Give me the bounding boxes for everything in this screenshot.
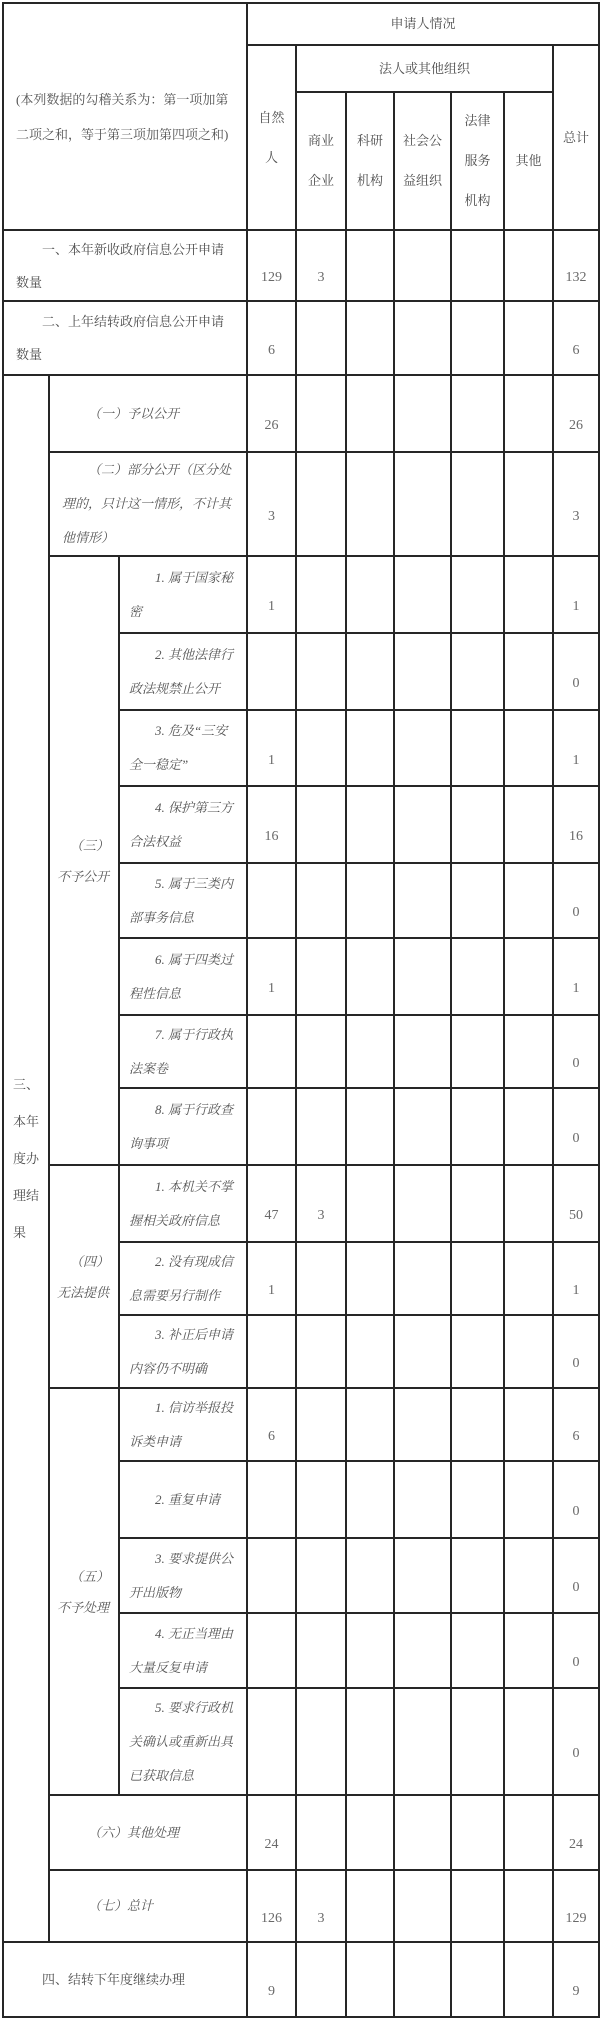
cell-total: 0 (553, 1315, 599, 1388)
row-partially-granted (3, 452, 599, 556)
item-label: 4. 保护第三方合法权益 (119, 786, 247, 863)
cell-research (346, 1942, 394, 2017)
row-not-processed-item (3, 1388, 599, 1461)
cell-total: 1 (553, 1242, 599, 1315)
cell-research (346, 1688, 394, 1795)
row-carried-to-next-year (3, 1942, 599, 2017)
cell-other (504, 1538, 553, 1613)
item-label: 7. 属于行政执法案卷 (119, 1015, 247, 1088)
cell-other (504, 1315, 553, 1388)
group-label-other-handling: （六）其他处理 (49, 1795, 247, 1870)
cell-commercial (296, 1795, 346, 1870)
cell-legal (451, 556, 504, 633)
cell-commercial (296, 938, 346, 1015)
cell-research (346, 1795, 394, 1870)
cell-legal (451, 1015, 504, 1088)
cell-natural (247, 1538, 296, 1613)
cell-research (346, 1461, 394, 1538)
cell-commercial (296, 710, 346, 786)
cell-research (346, 556, 394, 633)
cell-other (504, 556, 553, 633)
cell-total: 0 (553, 1538, 599, 1613)
cell-social (394, 633, 451, 710)
cell-social (394, 1942, 451, 2017)
item-label: 4. 无正当理由大量反复申请 (119, 1613, 247, 1688)
cell-social (394, 863, 451, 938)
cell-social (394, 1613, 451, 1688)
cell-research (346, 710, 394, 786)
group-label-unable-to-provide: （四）无法提供 (49, 1165, 119, 1388)
cell-social (394, 1388, 451, 1461)
cell-social (394, 375, 451, 452)
col-header-other: 其他 (504, 92, 553, 230)
cell-natural: 26 (247, 375, 296, 452)
cell-research (346, 938, 394, 1015)
cell-legal (451, 301, 504, 375)
cell-total: 26 (553, 375, 599, 452)
cell-commercial (296, 452, 346, 556)
cell-commercial: 3 (296, 1870, 346, 1942)
cell-commercial (296, 556, 346, 633)
cell-total: 132 (553, 230, 599, 301)
cell-social (394, 301, 451, 375)
cell-other (504, 863, 553, 938)
cell-commercial (296, 1461, 346, 1538)
cell-legal (451, 633, 504, 710)
item-label: 8. 属于行政查询事项 (119, 1088, 247, 1165)
header-row-1 (3, 3, 599, 45)
legal-org-header: 法人或其他组织 (296, 45, 553, 92)
cell-social (394, 1165, 451, 1242)
cell-total: 6 (553, 1388, 599, 1461)
info-disclosure-table (2, 2, 600, 2018)
cell-legal (451, 786, 504, 863)
cell-natural (247, 1088, 296, 1165)
group-label-refused: （三）不予公开 (49, 556, 119, 1165)
cell-commercial: 3 (296, 1165, 346, 1242)
item-label: 1. 属于国家秘密 (119, 556, 247, 633)
cell-research (346, 633, 394, 710)
cell-social (394, 938, 451, 1015)
group-label-granted: （一）予以公开 (49, 375, 247, 452)
cell-commercial (296, 1613, 346, 1688)
cell-social (394, 1870, 451, 1942)
cell-legal (451, 1388, 504, 1461)
cell-social (394, 1242, 451, 1315)
cell-total: 50 (553, 1165, 599, 1242)
cell-other (504, 301, 553, 375)
cell-social (394, 1315, 451, 1388)
cell-research (346, 786, 394, 863)
cell-natural: 1 (247, 1242, 296, 1315)
cell-legal (451, 938, 504, 1015)
cell-natural: 16 (247, 786, 296, 863)
col-header-legal-service: 法律服务机构 (451, 92, 504, 230)
cross-check-note: (本列数据的勾稽关系为：第一项加第二项之和，等于第三项加第四项之和) (3, 3, 247, 230)
cell-commercial (296, 1088, 346, 1165)
cell-commercial (296, 786, 346, 863)
cell-research (346, 452, 394, 556)
cell-total: 3 (553, 452, 599, 556)
cell-total: 16 (553, 786, 599, 863)
cell-legal (451, 710, 504, 786)
cell-research (346, 863, 394, 938)
group-label-not-processed: （五）不予处理 (49, 1388, 119, 1795)
cell-social (394, 1088, 451, 1165)
cell-commercial: 3 (296, 230, 346, 301)
cell-total: 0 (553, 633, 599, 710)
cell-legal (451, 1165, 504, 1242)
cell-legal (451, 1538, 504, 1613)
cell-social (394, 556, 451, 633)
cell-legal (451, 1315, 504, 1388)
cell-legal (451, 1461, 504, 1538)
cell-commercial (296, 1942, 346, 2017)
cell-social (394, 1461, 451, 1538)
cell-social (394, 1688, 451, 1795)
cell-other (504, 1870, 553, 1942)
section-label-annual-results: 三、本年度办理结果 (3, 375, 49, 1942)
cell-total: 6 (553, 301, 599, 375)
item-label: 2. 重复申请 (119, 1461, 247, 1538)
cell-natural (247, 1688, 296, 1795)
cell-total: 0 (553, 1088, 599, 1165)
row-label-carried-to-next-year: 四、结转下年度继续办理 (3, 1942, 247, 2017)
cell-other (504, 1088, 553, 1165)
row-carried-over (3, 301, 599, 375)
cell-total: 0 (553, 1613, 599, 1688)
cell-social (394, 710, 451, 786)
cell-other (504, 710, 553, 786)
cell-total: 129 (553, 1870, 599, 1942)
item-label: 5. 要求行政机关确认或重新出具已获取信息 (119, 1688, 247, 1795)
item-label: 3. 要求提供公开出版物 (119, 1538, 247, 1613)
cell-commercial (296, 1688, 346, 1795)
group-label-subtotal: （七）总计 (49, 1870, 247, 1942)
cell-natural: 129 (247, 230, 296, 301)
cell-legal (451, 1795, 504, 1870)
cell-research (346, 375, 394, 452)
item-label: 1. 本机关不掌握相关政府信息 (119, 1165, 247, 1242)
cell-other (504, 1388, 553, 1461)
cell-legal (451, 1242, 504, 1315)
cell-research (346, 230, 394, 301)
cell-social (394, 786, 451, 863)
col-header-social-org: 社会公益组织 (394, 92, 451, 230)
cell-commercial (296, 301, 346, 375)
cell-commercial (296, 375, 346, 452)
cell-commercial (296, 1015, 346, 1088)
cell-commercial (296, 1315, 346, 1388)
cell-other (504, 633, 553, 710)
cell-other (504, 1242, 553, 1315)
cell-natural: 1 (247, 710, 296, 786)
row-label-carried-over: 二、上年结转政府信息公开申请数量 (3, 301, 247, 375)
item-label: 5. 属于三类内部事务信息 (119, 863, 247, 938)
row-other-handling (3, 1795, 599, 1870)
cell-other (504, 1942, 553, 2017)
cell-other (504, 230, 553, 301)
cell-total: 1 (553, 938, 599, 1015)
cell-natural (247, 633, 296, 710)
cell-natural: 24 (247, 1795, 296, 1870)
cell-commercial (296, 863, 346, 938)
cell-other (504, 375, 553, 452)
cell-other (504, 1165, 553, 1242)
cell-research (346, 1315, 394, 1388)
cell-commercial (296, 1538, 346, 1613)
cell-social (394, 230, 451, 301)
cell-total: 0 (553, 1688, 599, 1795)
col-header-total: 总计 (553, 45, 599, 230)
applicant-status-header: 申请人情况 (247, 3, 599, 45)
cell-natural: 1 (247, 938, 296, 1015)
cell-research (346, 1870, 394, 1942)
row-refused-item (3, 556, 599, 633)
item-label: 2. 其他法律行政法规禁止公开 (119, 633, 247, 710)
row-label-new-applications: 一、本年新收政府信息公开申请数量 (3, 230, 247, 301)
row-new-applications (3, 230, 599, 301)
item-label: 1. 信访举报投诉类申请 (119, 1388, 247, 1461)
cell-natural: 6 (247, 301, 296, 375)
row-subtotal (3, 1870, 599, 1942)
cell-natural (247, 1613, 296, 1688)
row-granted (3, 375, 599, 452)
cell-legal (451, 452, 504, 556)
cell-total: 0 (553, 1461, 599, 1538)
cell-natural (247, 1315, 296, 1388)
item-label: 2. 没有现成信息需要另行制作 (119, 1242, 247, 1315)
cell-legal (451, 1613, 504, 1688)
cell-other (504, 1461, 553, 1538)
cell-social (394, 452, 451, 556)
cell-other (504, 786, 553, 863)
cell-research (346, 1538, 394, 1613)
col-header-commercial: 商业企业 (296, 92, 346, 230)
cell-natural (247, 1015, 296, 1088)
cell-research (346, 301, 394, 375)
cell-other (504, 1795, 553, 1870)
cell-commercial (296, 633, 346, 710)
cell-other (504, 938, 553, 1015)
col-header-natural-person: 自然人 (247, 45, 296, 230)
cell-research (346, 1388, 394, 1461)
cell-other (504, 1613, 553, 1688)
cell-legal (451, 1088, 504, 1165)
cell-social (394, 1795, 451, 1870)
cell-total: 0 (553, 863, 599, 938)
row-unable-item (3, 1165, 599, 1242)
cell-social (394, 1538, 451, 1613)
cell-natural: 6 (247, 1388, 296, 1461)
item-label: 3. 补正后申请内容仍不明确 (119, 1315, 247, 1388)
cell-research (346, 1015, 394, 1088)
cell-research (346, 1088, 394, 1165)
cell-total: 1 (553, 556, 599, 633)
cell-legal (451, 375, 504, 452)
cell-other (504, 452, 553, 556)
cell-natural: 1 (247, 556, 296, 633)
cell-social (394, 1015, 451, 1088)
item-label: 6. 属于四类过程性信息 (119, 938, 247, 1015)
cell-research (346, 1242, 394, 1315)
cell-legal (451, 1870, 504, 1942)
cell-total: 0 (553, 1015, 599, 1088)
cell-other (504, 1688, 553, 1795)
item-label: 3. 危及“三安全一稳定” (119, 710, 247, 786)
group-label-partially-granted: （二）部分公开（区分处理的，只计这一情形，不计其他情形） (49, 452, 247, 556)
cell-commercial (296, 1388, 346, 1461)
cell-research (346, 1613, 394, 1688)
cell-total: 24 (553, 1795, 599, 1870)
cell-legal (451, 1688, 504, 1795)
cell-natural (247, 1461, 296, 1538)
cell-natural: 9 (247, 1942, 296, 2017)
cell-legal (451, 1942, 504, 2017)
cell-total: 1 (553, 710, 599, 786)
cell-total: 9 (553, 1942, 599, 2017)
cell-natural (247, 863, 296, 938)
cell-other (504, 1015, 553, 1088)
cell-commercial (296, 1242, 346, 1315)
cell-natural: 47 (247, 1165, 296, 1242)
cell-natural: 3 (247, 452, 296, 556)
col-header-research: 科研机构 (346, 92, 394, 230)
cell-legal (451, 863, 504, 938)
cell-research (346, 1165, 394, 1242)
cell-legal (451, 230, 504, 301)
cell-natural: 126 (247, 1870, 296, 1942)
